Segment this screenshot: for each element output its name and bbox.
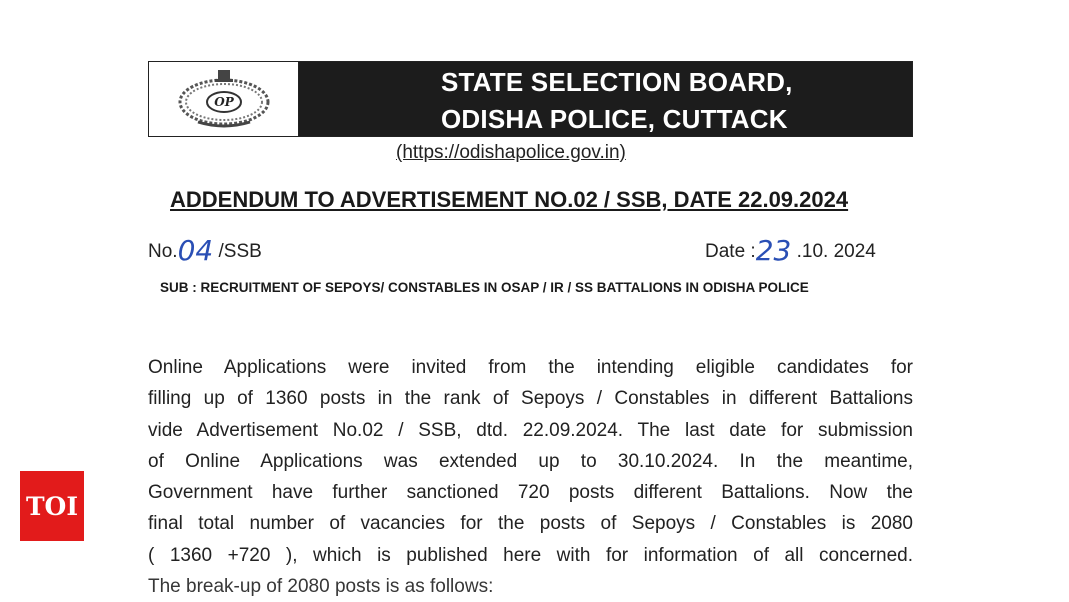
odisha-police-emblem-icon [176,68,272,130]
letter-date-handwritten: 23 [755,234,792,267]
body-line: vide Advertisement No.02 / SSB, dtd. 22.09.2024. The last date for submission [148,419,913,441]
letter-number-suffix: /SSB [218,241,262,262]
title-block [299,62,912,136]
letter-date [705,234,876,267]
header-box [148,61,913,137]
letter-number-handwritten: 04 [177,234,214,267]
letter-number-prefix: No. [148,241,178,262]
emblem-cell [149,62,299,136]
body-line: The break-up of 2080 posts is as follows: [148,576,494,598]
body-paragraph [148,352,913,602]
addendum-title: ADDENDUM TO ADVERTISEMENT NO.02 / SSB, DATE 22.09.2024 [170,187,849,212]
website-link[interactable]: (https://odishapolice.gov.in) [396,142,626,163]
board-title-line1: STATE SELECTION BOARD, [441,67,793,97]
body-line: final total number of vacancies for the posts of Sepoys / Constables is 2080 [148,513,913,535]
svg-text:OP: OP [213,95,234,109]
letter-date-prefix: Date : [705,241,756,262]
body-line: filling up of 1360 posts in the rank of Sepoys / Constables in different Battalions [148,388,913,410]
body-line: of Online Applications was extended up to 30.10.2024. In the meantime, [148,450,913,472]
letter-date-suffix: .10. 2024 [796,241,876,262]
toi-logo: TOI [20,471,84,541]
body-line: ( 1360 +720 ), which is published here with for information of all concerned. [148,544,913,566]
body-line: Online Applications were invited from the intending eligible candidates for [148,357,913,378]
board-title-line2: ODISHA POLICE, CUTTACK [441,104,788,134]
subject-line: SUB : RECRUITMENT OF SEPOYS/ CONSTABLES IN OSAP / IR / SS BATTALIONS IN ODISHA POLICE [160,280,809,295]
body-line: Government have further sanctioned 720 posts different Battalions. Now the [148,482,913,504]
letter-number [148,234,262,267]
